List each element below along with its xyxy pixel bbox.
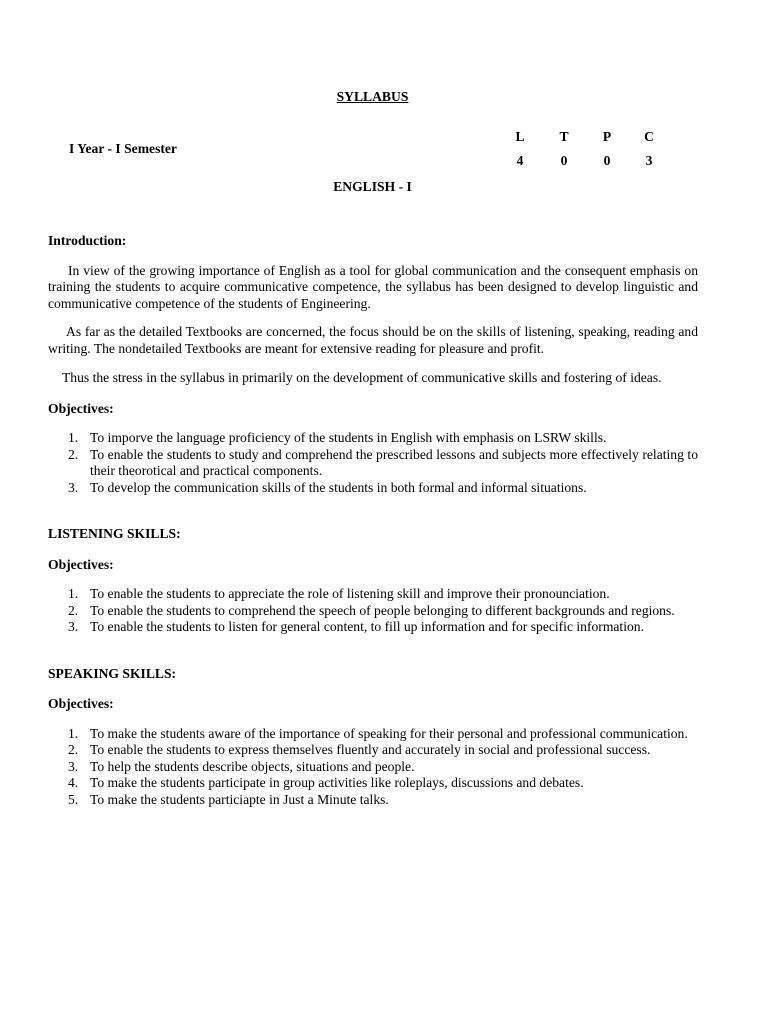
- list-item: 1. To imporve the language proficiency of the students in English with emphasis on LSRW skills.: [68, 430, 607, 445]
- ltpc-label: C: [644, 129, 654, 144]
- speaking-objectives-heading: Objectives:: [48, 696, 114, 711]
- listening-objectives-heading: Objectives:: [48, 556, 114, 572]
- introduction-paragraph: In view of the growing importance of English as a tool for global communication and the consequent emphasis on training the students to acquire communicative competence, the syllabus has been designed to develop linguistic and communicative competence of the students of Engineering.: [48, 262, 698, 311]
- listening-objectives-list: [48, 586, 698, 636]
- ltpc-value: 0: [603, 153, 611, 168]
- page-title: SYLLABUS: [336, 89, 409, 104]
- listening-heading: LISTENING SKILLS:: [48, 526, 181, 541]
- list-item: 5. To make the students particiapte in Just a Minute talks.: [68, 791, 389, 807]
- ltpc-column-c: [639, 129, 659, 170]
- year-semester: I Year - I Semester: [69, 141, 177, 156]
- introduction-paragraph: As far as the detailed Textbooks are concerned, the focus should be on the skills of listening, speaking, reading and writing. The nondetailed Textbooks are meant for extensive reading for pleasure and profit.: [48, 324, 698, 356]
- ltpc-column-t: [554, 129, 574, 170]
- ltpc-column-l: [510, 129, 530, 170]
- list-item: 1. To enable the students to appreciate the role of listening skill and improve their pronounciation.: [68, 586, 610, 601]
- list-item: 3. To develop the communication skills of the students in both formal and informal situations.: [68, 479, 587, 495]
- ltpc-label: T: [559, 129, 569, 144]
- ltpc-value: 4: [516, 153, 524, 168]
- ltpc-label: L: [515, 129, 525, 144]
- ltpc-column-p: [597, 129, 617, 170]
- list-item: 1. To make the students aware of the importance of speaking for their personal and professional communication.: [68, 725, 688, 741]
- speaking-objectives-list: [48, 726, 698, 809]
- list-item: 3. To help the students describe objects, situations and people.: [68, 758, 415, 774]
- introduction-paragraph: Thus the stress in the syllabus in primarily on the development of communicative skills and fostering of ideas.: [62, 370, 662, 385]
- list-item: 2. To enable the students to express themselves fluently and accurately in social and professional success.: [68, 742, 651, 757]
- ltpc-value: 0: [560, 153, 568, 168]
- document-body: [48, 233, 698, 808]
- ltpc-label: P: [602, 129, 612, 144]
- list-item: 3. To enable the students to listen for general content, to fill up information and for specific information.: [68, 619, 644, 634]
- speaking-heading: SPEAKING SKILLS:: [48, 665, 177, 681]
- list-item: 4. To make the students participate in group activities like roleplays, discussions and debates.: [68, 775, 584, 790]
- introduction-heading: Introduction:: [48, 233, 127, 248]
- list-item: 2. To enable the students to study and comprehend the prescribed lessons and subjects more effectively relating to their theorotical and practical components.: [68, 446, 698, 478]
- ltpc-value: 3: [645, 153, 653, 168]
- objectives-list: [48, 430, 698, 496]
- subject-title: ENGLISH - I: [333, 179, 412, 194]
- list-item: 2. To enable the students to comprehend the speech of people belonging to different backgrounds and regions.: [68, 602, 675, 618]
- objectives-heading: Objectives:: [48, 400, 114, 416]
